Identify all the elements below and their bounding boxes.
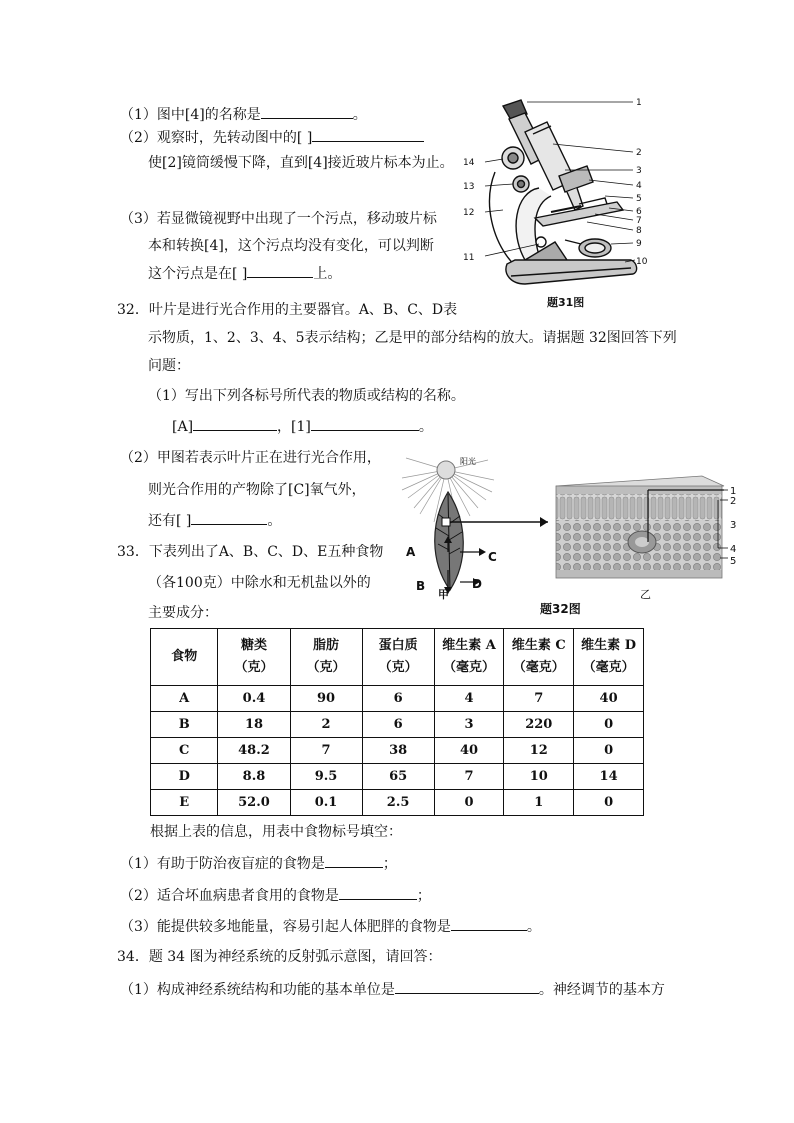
fig32-caption: 题32图: [540, 602, 581, 616]
table-header-food: 食物: [151, 629, 218, 686]
leaf-figure: [398, 452, 556, 612]
table-row: C 48.2 7 38 40 12 0: [151, 738, 644, 764]
mic-label-11: 11: [463, 253, 475, 263]
q34-line1: 34．题 34 图为神经系统的反射弧示意图，请回答：: [117, 949, 442, 965]
q31-sub1-blank[interactable]: [261, 104, 353, 119]
table-row: E 52.0 0.1 2.5 0 1 0: [151, 790, 644, 816]
fig31-caption: 题31图: [547, 296, 585, 309]
q33-sub3: （3）能提供较多地能量，容易引起人体肥胖的食物是 。: [120, 916, 541, 937]
mic-label-8: 8: [636, 226, 642, 236]
table-header-vita: 维生素 A （毫克）: [434, 629, 504, 686]
q31-sub2-line1: （2）观察时，先转动图中的[ ]: [120, 127, 424, 148]
q32-sub2-blank[interactable]: [191, 510, 267, 525]
table-header-fat: 脂肪 （克）: [290, 629, 362, 686]
table-header-vitc: 维生素 C （毫克）: [504, 629, 574, 686]
section-label-yi: 乙: [640, 588, 651, 601]
section-label-3: 3: [730, 520, 737, 531]
section-label-4: 4: [730, 544, 737, 555]
q32-line2: 示物质，1、2、3、4、5表示结构；乙是甲的部分结构的放大。请据题 32图回答下列: [148, 330, 677, 346]
q32-line3: 问题：: [148, 358, 190, 374]
q31-sub3-blank[interactable]: [247, 263, 313, 278]
mic-label-5: 5: [636, 194, 642, 204]
sun-icon: [437, 461, 455, 479]
q33-sub2-blank[interactable]: [339, 885, 417, 900]
q32-sub2-line1: （2）甲图若表示叶片正在进行光合作用，: [120, 450, 381, 466]
leaf-label-c: C: [488, 550, 497, 564]
q34-sub1-blank[interactable]: [395, 979, 539, 994]
q31-sub3-line2: 本和转换[4]，这个污点均没有变化，可以判断: [148, 238, 434, 254]
table-header-vitd: 维生素 D （毫克）: [574, 629, 644, 686]
mic-label-3: 3: [636, 166, 642, 176]
q33-intro: 根据上表的信息，用表中食物标号填空：: [150, 824, 402, 840]
mic-label-1: 1: [636, 98, 642, 108]
q32-sub1: （1）写出下列各标号所代表的物质或结构的名称。: [148, 388, 465, 404]
nutrition-table: [150, 628, 644, 816]
leaf-label-a: A: [406, 545, 416, 559]
mic-label-13: 13: [463, 182, 475, 192]
q33-sub2: （2）适合坏血病患者食用的食物是 ；: [120, 885, 431, 906]
table-header-carb: 糖类 （克）: [218, 629, 290, 686]
leaf-label-jia: 甲: [438, 588, 449, 601]
q31-sub2-blank[interactable]: [312, 127, 424, 142]
leaf-cross-section-figure: [552, 472, 748, 612]
q32-sub1-blanks: [A] ，[1] 。: [172, 416, 433, 437]
q31-sub2-line2: 使[2]镜筒缓慢下降，直到[4]接近玻片标本为止。: [148, 155, 454, 171]
q33-line1: 33．下表列出了A、B、C、D、E五种食物: [117, 544, 384, 560]
q33-sub3-blank[interactable]: [451, 916, 527, 931]
leaf-label-d: D: [472, 577, 482, 591]
section-label-2: 2: [730, 496, 737, 507]
q33-line3: 主要成分：: [148, 605, 218, 621]
q31-sub3-line1: （3）若显微镜视野中出现了一个污点，移动玻片标: [120, 211, 437, 227]
microscope-figure: [455, 92, 655, 317]
q33-line2: （各100克）中除水和无机盐以外的: [148, 575, 371, 591]
q32-line1: 32．叶片是进行光合作用的主要器官。A、B、C、D表: [117, 302, 458, 318]
mic-label-9: 9: [636, 239, 642, 249]
q31-sub1: （1）图中[4]的名称是 。: [120, 104, 367, 125]
q33-sub1: （1）有助于防治夜盲症的食物是 ；: [120, 853, 397, 874]
section-label-5: 5: [730, 556, 737, 567]
table-row: B 18 2 6 3 220 0: [151, 712, 644, 738]
mic-label-2: 2: [636, 148, 642, 158]
mic-label-4: 4: [636, 181, 642, 191]
q33-sub1-blank[interactable]: [325, 853, 383, 868]
mic-label-12: 12: [463, 208, 475, 218]
mic-label-6: 6: [636, 207, 642, 217]
q34-sub1: （1）构成神经系统结构和功能的基本单位是 。神经调节的基本方: [120, 979, 665, 1000]
q32-blank-1[interactable]: [311, 416, 419, 431]
q32-sub2-line2: 则光合作用的产物除了[C]氧气外，: [148, 482, 366, 498]
table-row: A 0.4 90 6 4 7 40: [151, 686, 644, 712]
table-header-row: [151, 629, 644, 686]
table-header-protein: 蛋白质 （克）: [362, 629, 434, 686]
table-row: D 8.8 9.5 65 7 10 14: [151, 764, 644, 790]
q32-sub2-line3: 还有[ ] 。: [148, 510, 281, 531]
q32-blank-a[interactable]: [193, 416, 277, 431]
mic-label-10: 10: [636, 257, 648, 267]
leaf-label-b: B: [416, 579, 426, 593]
q31-sub3-line3: 这个污点是在[ ] 上。: [148, 263, 341, 284]
mic-label-7: 7: [636, 216, 642, 226]
sun-label: 阳光: [460, 457, 476, 466]
section-label-1: 1: [730, 486, 737, 497]
mic-label-14: 14: [463, 158, 475, 168]
